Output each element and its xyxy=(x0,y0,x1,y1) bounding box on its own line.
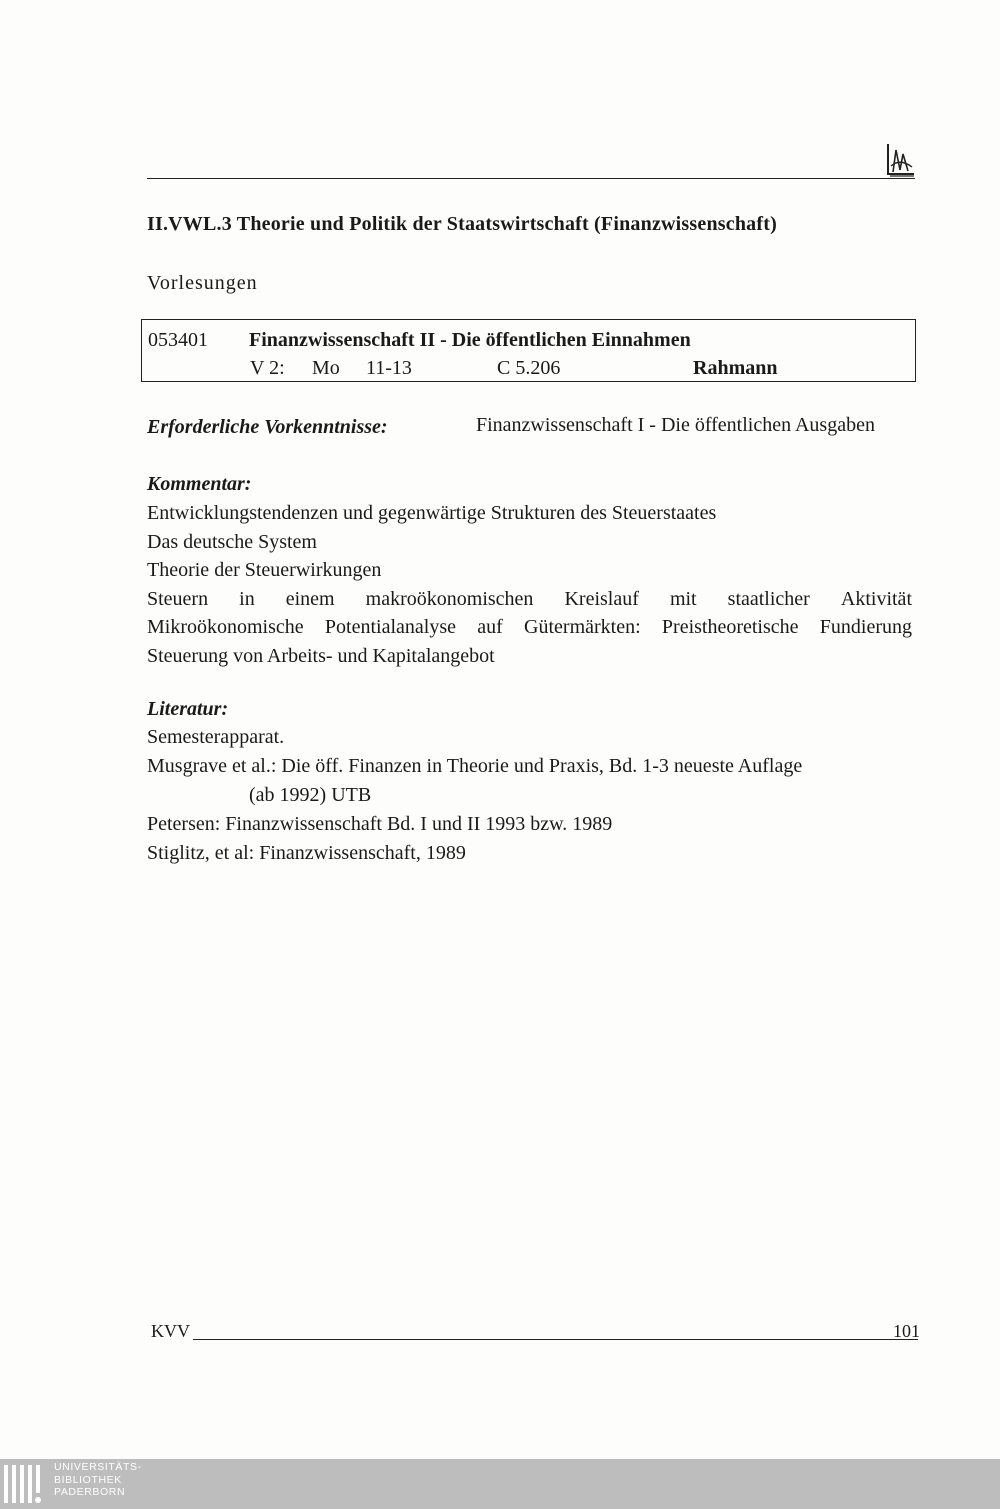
word: Mikroökonomische xyxy=(147,616,304,638)
course-title: Finanzwissenschaft II - Die öffentlichen Einnahmen xyxy=(249,329,691,351)
course-room: C 5.206 xyxy=(497,357,561,379)
footer-rule xyxy=(193,1339,918,1340)
section-title: II.VWL.3 Theorie und Politik der Staatswirtschaft (Finanzwissenschaft) xyxy=(147,213,777,235)
word: mit xyxy=(669,587,697,610)
literature-line: Semesterapparat. xyxy=(147,726,285,748)
course-day: Mo xyxy=(312,357,340,379)
header-rule xyxy=(147,178,915,179)
word: Aktivität xyxy=(840,587,912,610)
word: Gütermärkten: xyxy=(524,616,641,638)
library-name-line: PADERBORN xyxy=(54,1486,126,1498)
literature-list xyxy=(147,723,917,868)
word: Kreislauf xyxy=(564,587,639,610)
course-type: V 2: xyxy=(250,357,285,379)
word: Preistheoretische xyxy=(661,616,799,638)
literature-line: (ab 1992) UTB xyxy=(249,784,372,806)
word: einem xyxy=(285,587,335,610)
footer-label: KVV xyxy=(151,1321,190,1341)
prerequisites-value: Finanzwissenschaft I - Die öffentlichen Ausgaben xyxy=(476,414,875,436)
literature-line: Stiglitz, et al: Finanzwissenschaft, 1989 xyxy=(147,842,466,864)
literature-line: Petersen: Finanzwissenschaft Bd. I und II 1993 bzw. 1989 xyxy=(147,813,613,835)
library-name-line: UNIVERSITÄTS- xyxy=(54,1461,142,1473)
word: makroökonomischen xyxy=(365,587,534,610)
comment-line: Steuerung von Arbeits- und Kapitalangebot xyxy=(147,644,495,667)
page-number: 101 xyxy=(893,1321,920,1341)
comment-line-justified xyxy=(147,613,912,642)
comment-list xyxy=(147,499,912,670)
comment-label: Kommentar: xyxy=(147,473,252,495)
word: Fundierung xyxy=(819,616,912,638)
course-number: 053401 xyxy=(148,329,208,351)
comment-line-justified xyxy=(147,585,912,614)
word: in xyxy=(239,587,255,610)
word: staatlicher xyxy=(727,587,810,610)
library-name-line: BIBLIOTHEK xyxy=(54,1473,122,1486)
word: Potentialanalyse xyxy=(324,616,456,638)
literature-label: Literatur: xyxy=(147,698,229,720)
literature-line: Musgrave et al.: Die öff. Finanzen in Theorie und Praxis, Bd. 1-3 neueste Auflage xyxy=(147,755,803,777)
course-time: 11-13 xyxy=(366,357,412,379)
library-banner xyxy=(0,1459,1000,1509)
comment-line: Das deutsche System xyxy=(147,530,317,553)
library-name xyxy=(54,1461,142,1499)
stylized-logo-icon xyxy=(884,140,916,178)
comment-line: Entwicklungstendenzen und gegenwärtige Strukturen des Steuerstaates xyxy=(147,502,717,524)
library-logo-icon xyxy=(3,1463,47,1507)
course-lecturer: Rahmann xyxy=(693,357,778,379)
comment-line: Theorie der Steuerwirkungen xyxy=(147,559,382,581)
word: auf xyxy=(477,616,503,638)
course-box xyxy=(141,319,916,382)
prerequisites-label: Erforderliche Vorkenntnisse: xyxy=(147,416,388,438)
word: Steuern xyxy=(147,587,209,610)
subheading-lectures: Vorlesungen xyxy=(147,272,258,294)
